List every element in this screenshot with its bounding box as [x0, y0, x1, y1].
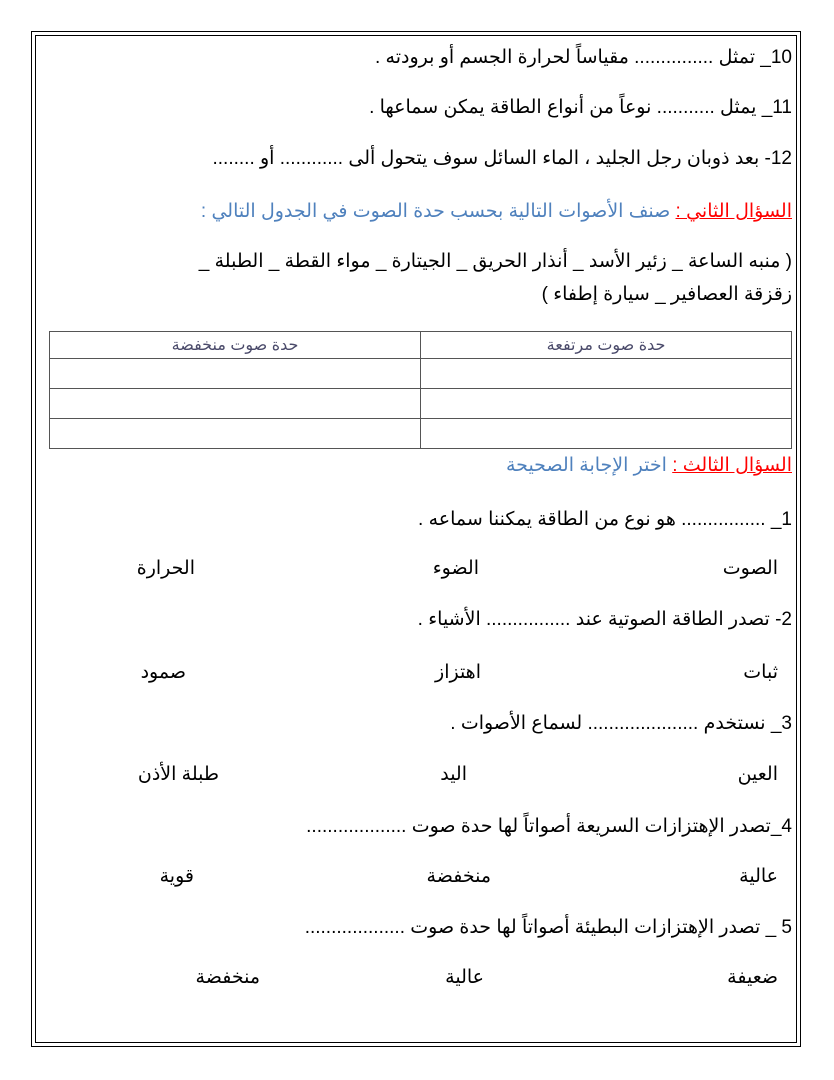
column-low-pitch: حدة صوت منخفضة [50, 332, 421, 359]
answer-cell[interactable] [50, 389, 421, 419]
mcq-1-options [0, 556, 834, 582]
table-row [50, 419, 792, 449]
mcq-2-options [0, 660, 834, 686]
mcq-4-option-a[interactable]: عالية [739, 866, 778, 887]
table-row [50, 389, 792, 419]
mcq-3-option-c[interactable]: طبلة الأذن [137, 764, 219, 785]
question-11: 11_ يمثل ........... نوعاً من أنواع الطاقة يمكن سماعها . [369, 97, 792, 118]
mcq-2-option-b[interactable]: اهتزاز [435, 662, 481, 683]
classification-table [49, 331, 792, 449]
question-10: 10_ تمثل ............... مقياساً لحرارة الجسم أو برودته . [374, 47, 792, 68]
mcq-4-options [0, 864, 834, 890]
mcq-4-stem: 4_تصدر الإهتزازات السريعة أصواتاً لها حدة صوت ................... [306, 816, 792, 837]
question-12: 12- بعد ذوبان رجل الجليد ، الماء السائل سوف يتحول ألى ............ أو ........ [212, 148, 792, 169]
mcq-5-options [0, 965, 834, 991]
mcq-4-option-b[interactable]: منخفضة [426, 866, 491, 887]
question-2-instruction: صنف الأصوات التالية بحسب حدة الصوت في الجدول التالي : [200, 201, 676, 222]
column-high-pitch: حدة صوت مرتفعة [421, 332, 792, 359]
mcq-3-option-a[interactable]: العين [737, 764, 778, 785]
mcq-5-option-c[interactable]: منخفضة [195, 967, 260, 988]
question-3-title: السؤال الثالث : [672, 455, 792, 476]
table-row [50, 359, 792, 389]
question-3-heading [506, 454, 792, 478]
mcq-5-option-b[interactable]: عالية [445, 967, 484, 988]
mcq-2-stem: 2- تصدر الطاقة الصوتية عند ................ الأشياء . [417, 609, 792, 630]
mcq-5-option-a[interactable]: ضعيفة [727, 967, 778, 988]
mcq-4-option-c[interactable]: قوية [159, 866, 194, 887]
answer-cell[interactable] [50, 359, 421, 389]
question-2-title: السؤال الثاني : [675, 201, 792, 222]
answer-cell[interactable] [421, 389, 792, 419]
mcq-5-stem: 5 _ تصدر الإهتزازات البطيئة أصواتاً لها حدة صوت ................... [304, 917, 792, 938]
question-2-items-line-1: ( منبه الساعة _ زئير الأسد _ أنذار الحريق _ الجيتارة _ مواء القطة _ الطبلة _ [198, 251, 792, 272]
mcq-3-options [0, 762, 834, 788]
answer-cell[interactable] [50, 419, 421, 449]
mcq-3-option-b[interactable]: اليد [440, 764, 467, 785]
mcq-1-option-b[interactable]: الضوء [432, 558, 479, 579]
mcq-3-stem: 3_ نستخدم ..................... لسماع الأصوات . [450, 713, 792, 734]
question-2-items-line-2: زقزقة العصافير _ سيارة إطفاء ) [541, 284, 792, 305]
mcq-2-option-c[interactable]: صمود [140, 662, 186, 683]
answer-cell[interactable] [421, 419, 792, 449]
question-2-heading [201, 200, 792, 224]
mcq-2-option-a[interactable]: ثبات [743, 662, 778, 683]
answer-cell[interactable] [421, 359, 792, 389]
mcq-1-option-c[interactable]: الحرارة [136, 558, 195, 579]
page-border-inner [35, 35, 797, 1043]
mcq-1-stem: 1_ ................ هو نوع من الطاقة يمكننا سماعه . [418, 509, 792, 530]
question-3-instruction: اختر الإجابة الصحيحة [506, 455, 673, 476]
mcq-1-option-a[interactable]: الصوت [722, 558, 778, 579]
